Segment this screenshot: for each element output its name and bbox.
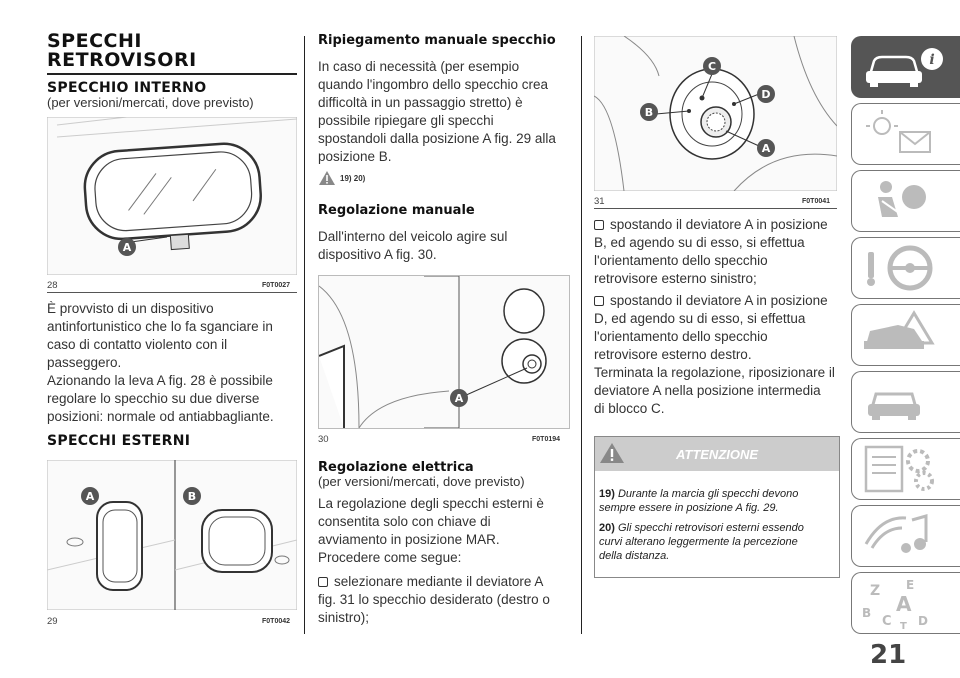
warning-header [595,437,839,471]
bullet-line: retrovisore esterno sinistro; [594,271,757,286]
tab-index[interactable] [851,572,960,634]
tab-maintenance[interactable] [851,371,960,433]
electric-selector-illustration [594,36,837,191]
bullet-line: spostando il deviatore A in posizione [594,216,844,234]
section-subtitle: (per versioni/mercati, dove previsto) [47,95,254,110]
para-line: caso di contatto violento con il [47,337,228,352]
column-divider-2 [581,36,582,634]
para-line: quando l'ingombro dello specchio crea [318,77,548,92]
bullet-line: l'orientamento dello specchio [594,253,768,268]
fig30-code: F0T0194 [532,436,561,443]
paragraph-final [594,364,844,418]
para-line: passeggero. [47,355,122,370]
svg-text:i: i [929,52,935,68]
note-20-number: 20) [599,522,615,534]
fig31-number: 31 [594,196,605,207]
tab-starting-driving[interactable] [851,237,960,299]
figure-31 [594,36,837,191]
column-divider-1 [304,36,305,634]
paragraph-internal-mirror [47,300,302,426]
bullet-line: fig. 31 lo specchio desiderato (destro o [318,592,550,607]
bullet-item-1 [318,573,578,627]
fig28-code: F0T0027 [262,282,291,289]
para-line: avviamento in posizione MAR. [318,532,500,547]
svg-text:A: A [896,592,912,616]
warning-lights-icon [852,104,952,162]
section-title-external-mirrors: SPECCHI ESTERNI [47,433,191,449]
para-line: posizione B. [318,149,392,164]
bullet-line: selezionare mediante il deviatore A [318,573,578,591]
fig30-number: 30 [318,434,329,445]
para-line: consentita solo con chiave di [318,514,491,529]
section-title-manual-adjust: Regolazione manuale [318,203,475,218]
para-line: Procedere come segue: [318,550,462,565]
tab-emergency[interactable] [851,304,960,366]
bullet-line: B, ed agendo su di esso, si effettua [594,235,805,250]
paragraph-manual-fold [318,58,578,166]
fig29-label-b: B [187,490,197,503]
fig29-number: 29 [47,616,58,627]
warning-title: ATTENZIONE [675,447,759,462]
bullet-item-2 [594,216,844,288]
warning-triangle-icon [318,170,336,186]
figure-28 [47,117,297,275]
page-title-line2: RETROVISORI [47,49,197,71]
para-line: antinfortunistico che lo fa sganciare in [47,319,273,334]
multimedia-icon [852,506,952,564]
warning-reference: 19) 20) [340,174,366,183]
tab-technical-data[interactable] [851,438,960,500]
paragraph-manual-adjust [318,228,578,264]
exterior-mirror-illustration [47,460,297,610]
bullet-line: D, ed agendo su di esso, si effettua [594,311,806,326]
fig31-label-d: D [761,88,771,101]
fig29-code: F0T0042 [262,618,291,625]
figure-30 [318,275,570,429]
para-line: È provvisto di un dispositivo [47,301,214,316]
para-line: Azionando la leva A fig. 28 è possibile [47,373,273,388]
fig28-rule [47,292,297,293]
note-19: 19) Durante la marcia gli specchi devono sempre essere in posizione A fig. 29. [599,488,799,514]
safety-airbag-icon [852,171,952,229]
para-line: difficoltà in un passaggio stretto) è [318,95,523,110]
section-title-manual-fold: Ripiegamento manuale specchio [318,33,556,48]
fig29-label-a: A [85,490,95,503]
fig31-label-a: A [761,142,771,155]
technical-data-icon [852,439,952,497]
section-title-internal-mirror: SPECCHIO INTERNO [47,80,207,96]
fig30-label-a: A [454,392,464,405]
page-number: 21 [870,640,907,670]
car-service-icon [852,372,952,430]
section-subtitle-electric: (per versioni/mercati, dove previsto) [318,474,525,489]
para-line: La regolazione degli specchi esterni è [318,496,544,511]
tab-multimedia[interactable] [851,505,960,567]
note-20: 20) Gli specchi retrovisori esterni essendo curvi alterano leggermente la percezione della distanza. [599,522,804,562]
tab-dashboard-info[interactable] [851,36,960,98]
checkbox-bullet-icon [594,296,604,306]
para-line: di blocco C. [594,401,665,416]
manual-adjust-knob-illustration [319,276,569,428]
tab-safety[interactable] [851,170,960,232]
para-line: In caso di necessità (per esempio [318,59,520,74]
title-rule [47,73,297,75]
para-line: spostandoli dalla posizione A fig. 29 alla [318,131,556,146]
para-line: deviatore A nella posizione intermedia [594,383,821,398]
bullet-line: sinistro); [318,610,370,625]
interior-mirror-illustration [47,117,297,275]
bullet-line: spostando il deviatore A in posizione [594,292,844,310]
para-line: Terminata la regolazione, riposizionare il [594,365,835,380]
warning-box [594,436,840,578]
svg-text:D: D [918,614,928,628]
alphabetical-index-icon [852,573,952,631]
para-line: dispositivo A fig. 30. [318,247,437,262]
svg-text:B: B [862,606,872,620]
fig31-rule [594,208,837,209]
emergency-car-icon [852,305,952,363]
fig28-label-a: A [122,241,132,254]
car-info-icon [852,37,952,95]
page-title-line1: SPECCHI [47,30,142,52]
figure-29 [47,460,297,610]
svg-text:Z: Z [870,583,881,599]
para-line: possibile ripiegare gli specchi [318,113,494,128]
checkbox-bullet-icon [594,220,604,230]
paragraph-electric-adjust [318,495,578,567]
svg-text:T: T [900,621,907,631]
tab-lights-warnings[interactable] [851,103,960,165]
checkbox-bullet-icon [318,577,328,587]
note-19-number: 19) [599,488,615,500]
svg-text:C: C [882,614,892,629]
fig31-label-b: B [644,106,654,119]
bullet-line: retrovisore esterno destro. [594,347,752,362]
fig31-label-c: C [707,60,717,73]
para-line: regolare lo specchio su due diverse [47,391,260,406]
para-line: Dall'interno del veicolo agire sul [318,229,508,244]
bullet-item-3 [594,292,844,364]
bullet-line: l'orientamento dello specchio [594,329,768,344]
para-line: posizioni: normale od antiabbagliante. [47,409,274,424]
steering-wheel-icon [852,238,952,296]
svg-text:E: E [906,578,915,592]
fig31-code: F0T0041 [802,198,831,205]
fig28-number: 28 [47,280,58,291]
section-title-electric-adjust: Regolazione elettrica [318,460,474,475]
